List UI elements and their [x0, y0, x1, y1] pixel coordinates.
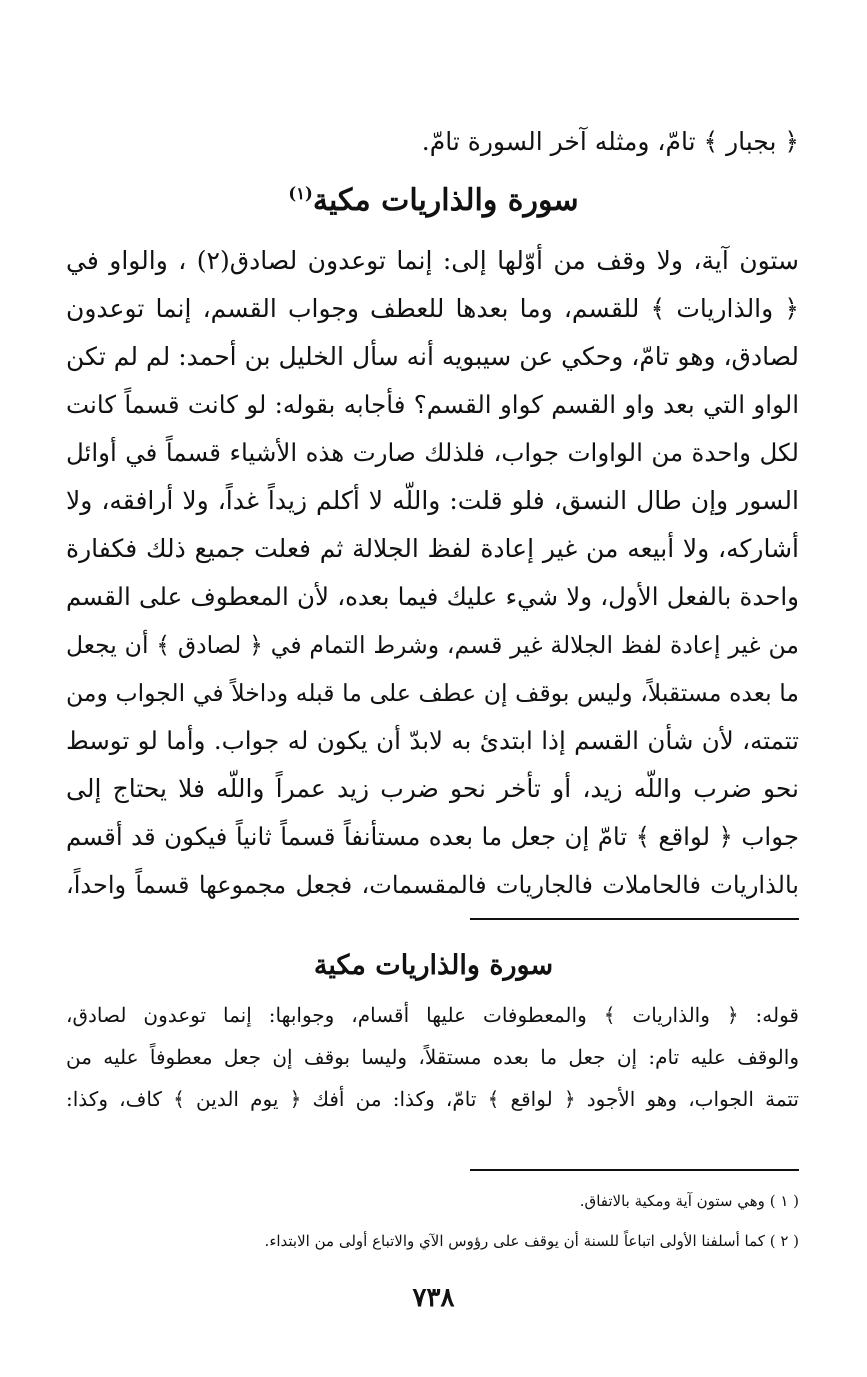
- main-line-7: أشاركه، ولا أبيعه من غير إعادة لفظ الجلالة ثم فعلت جميع ذلك فكفارة: [66, 534, 799, 563]
- main-line-9: من غير إعادة لفظ الجلالة غير قسم، وشرط التمام في ﴿ لصادق ﴾ أن يجعل: [66, 631, 799, 659]
- main-line-10: ما بعده مستقبلاً، وليس بوقف إن عطف على ما قبله وداخلاً في الجواب ومن: [66, 679, 799, 707]
- commentary-line-2: والوقف عليه تام: إن جعل ما بعده مستقلاً، وليسا بوقف إن جعل معطوفاً عليه من: [66, 1045, 799, 1069]
- surah-heading: [0, 166, 867, 229]
- commentary-line-3: تتمة الجواب، وهو الأجود ﴿ لواقع ﴾ تامّ، وكذا: من أفك ﴿ يوم الدين ﴾ كاف، وكذا:: [66, 1087, 799, 1111]
- heading-footnote-marker: (١): [288, 184, 313, 203]
- main-line-4: الواو التي بعد واو القسم كواو القسم؟ فأجابه بقوله: لو كانت قسماً كانت: [66, 390, 799, 419]
- footnote-1: ( ١ ) وهي ستون آية ومكية بالاتفاق.: [579, 1192, 799, 1210]
- section-divider: [470, 918, 799, 920]
- commentary-heading: سورة والذاريات مكية: [313, 950, 554, 981]
- main-line-3: لصادق، وهو تامّ، وحكي عن سيبويه أنه سأل الخليل بن أحمد: لم لم تكن: [66, 342, 799, 371]
- page-number: ٧٣٨: [412, 1283, 455, 1313]
- main-line-12: نحو ضرب واللّه زيد، أو تأخر نحو ضرب زيد عمراً واللّه فلا يحتاج إلى: [66, 774, 799, 803]
- main-line-11: تتمته، لأن شأن القسم إذا ابتدئ به لابدّ أن يكون له جواب. وأما لو توسط: [66, 726, 799, 755]
- main-line-13: جواب ﴿ لواقع ﴾ تامّ إن جعل ما بعده مستأنفاً قسماً ثانياً فيكون قد أقسم: [66, 822, 799, 851]
- main-line-6: السور وإن طال النسق، فلو قلت: واللّه لا أكلم زيداً غداً، ولا أرافقه، ولا: [66, 486, 799, 515]
- commentary-line-1: قوله: ﴿ والذاريات ﴾ والمعطوفات عليها أقسام، وجوابها: إنما توعدون لصادق،: [66, 1003, 799, 1027]
- footnote-divider: [470, 1169, 799, 1171]
- main-line-5: لكل واحدة من الواوات جواب، فلذلك صارت هذه الأشياء قسماً في أوائل: [66, 438, 799, 467]
- main-line-14: بالذاريات فالحاملات فالجاريات فالمقسمات، فجعل مجموعها قسماً واحداً،: [66, 871, 799, 899]
- main-line-2: ﴿ والذاريات ﴾ للقسم، وما بعدها للعطف وجواب القسم، إنما توعدون: [66, 294, 799, 323]
- main-line-8: واحدة بالفعل الأول، ولا شيء عليك فيما بعده، لأن المعطوف على القسم: [66, 582, 799, 611]
- main-line-1: ستون آية، ولا وقف من أوّلها إلى: إنما توعدون لصادق(٢) ، والواو في: [66, 246, 799, 275]
- top-line: ﴿ بجبار ﴾ تامّ، ومثله آخر السورة تامّ.: [421, 127, 799, 156]
- surah-heading-text: سورة والذاريات مكية: [312, 183, 579, 218]
- footnote-2: ( ٢ ) كما أسلفنا الأولى اتباعاً للسنة أن يوقف على رؤوس الآي والاتباع أولى من الابتداء.: [264, 1232, 799, 1250]
